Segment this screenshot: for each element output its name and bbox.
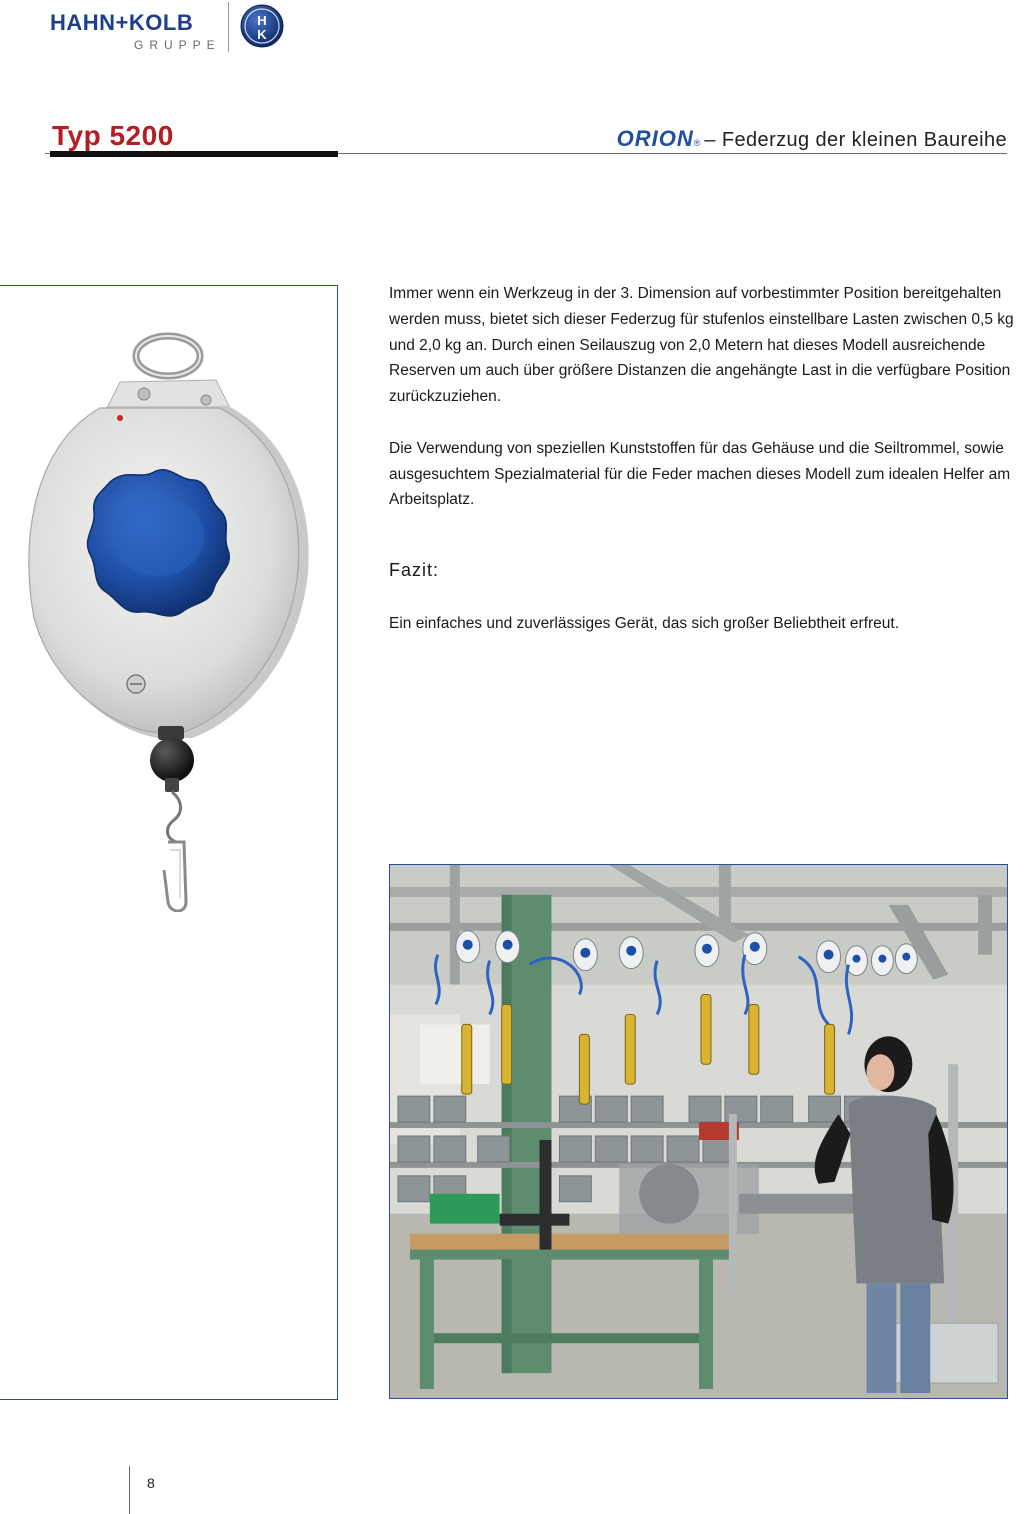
svg-text:K: K bbox=[257, 27, 267, 42]
header-subtitle-group bbox=[617, 126, 1007, 152]
footer-divider bbox=[129, 1466, 130, 1514]
product-photo-frame bbox=[0, 285, 338, 1400]
logo-divider bbox=[228, 2, 229, 52]
paragraph-materials: Die Verwendung von speziellen Kunststoffen für das Gehäuse und die Seiltrommel, sowie ausgesuchtem Spezialmaterial für die Feder machen dieses Modell zum idealen Helfer am Arbeitsplatz. bbox=[389, 439, 1011, 509]
workshop-photo bbox=[390, 865, 1007, 1398]
header-accent-bar bbox=[50, 151, 338, 157]
page-number: 8 bbox=[147, 1475, 155, 1491]
spring-balancer-image bbox=[8, 322, 328, 912]
svg-text:H: H bbox=[257, 13, 267, 28]
brand-logo: ORION bbox=[616, 126, 694, 151]
company-logo bbox=[50, 2, 290, 52]
registered-mark: ® bbox=[693, 138, 701, 148]
page-subtitle: – Federzug der kleinen Baureihe bbox=[704, 129, 1007, 151]
logo-emblem-icon bbox=[240, 4, 284, 48]
page-title: Typ 5200 bbox=[52, 120, 174, 151]
workshop-photo-frame bbox=[389, 864, 1008, 1399]
logo-wordmark: HAHN+KOLB bbox=[50, 10, 194, 35]
conclusion-heading: Fazit: bbox=[389, 560, 440, 580]
body-text bbox=[389, 281, 1014, 539]
paragraph-intro: Immer wenn ein Werkzeug in der 3. Dimension auf vorbestimmter Position bereitgehalten werden muss, bietet sich dieser Federzug für stufenlos einstellbare Lasten zwischen 0,5 kg und 2,0 kg an. Durch einen Seilauszug von 2,0 Metern hat dieses Modell ausreichende Reserven um auch über größere Distanzen die angehängte Last in die verfügbare Position zurückzuziehen. bbox=[389, 285, 1014, 406]
logo-subtitle: GRUPPE bbox=[134, 38, 221, 52]
conclusion-text: Ein einfaches und zuverlässiges Gerät, das sich großer Beliebtheit erfreut. bbox=[389, 615, 900, 632]
